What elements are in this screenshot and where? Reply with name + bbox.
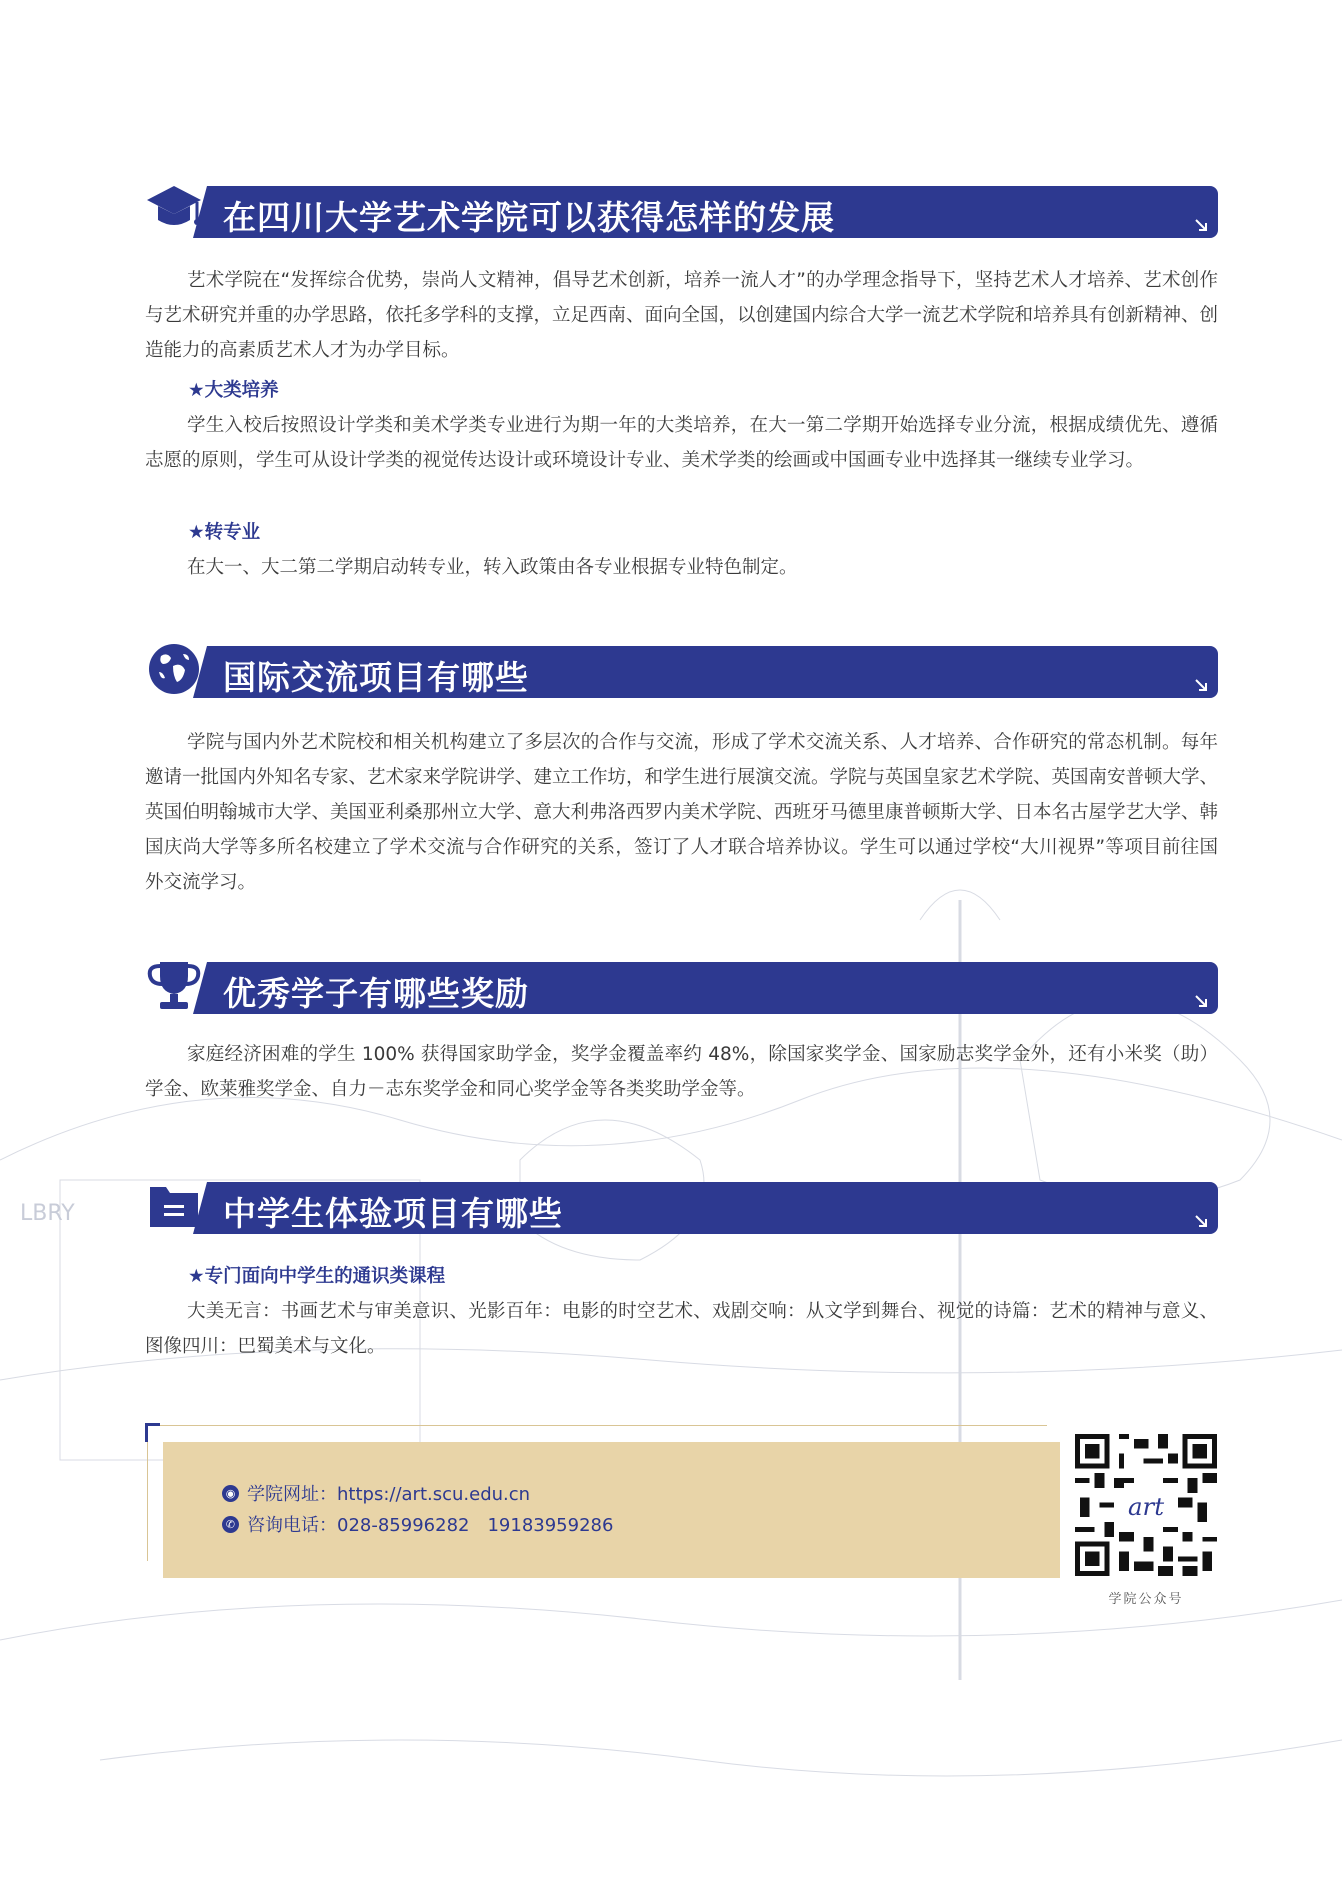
section-header-awards	[145, 958, 1218, 1014]
contact-box	[163, 1442, 1060, 1578]
exchange-text: 学院与国内外艺术院校和相关机构建立了多层次的合作与交流，形成了学术交流关系、人才培养、合作研究的常态机制。每年邀请一批国内外知名专家、艺术家来学院讲学、建立工作坊，和学生进行展演交流。学院与英国皇家艺术学院、英国南安普顿大学、英国伯明翰城市大学、美国亚利桑那州立大学、意大利弗洛西罗内美术学院、西班牙马德里康普顿斯大学、日本名古屋学艺大学、韩国庆尚大学等多所名校建立了学术交流与合作研究的关系，签订了人才联合培养协议。学生可以通过学校“大川视界”等项目前往国外交流学习。	[145, 732, 1219, 893]
transfer-heading: ★转专业	[188, 522, 261, 543]
contact-frame-line	[147, 1425, 1047, 1426]
qr-logo-text: art	[1127, 1491, 1165, 1521]
arrow-icon	[1194, 218, 1208, 232]
experience-text: 大美无言：书画艺术与审美意识、光影百年：电影的时空艺术、戏剧交响：从文学到舞台、视觉的诗篇：艺术的精神与意义、图像四川：巴蜀美术与文化。	[145, 1301, 1218, 1357]
arrow-icon	[1194, 994, 1208, 1008]
section-header-development	[145, 182, 1218, 238]
section-header-experience	[145, 1178, 1218, 1234]
globe-small-icon: ◉	[222, 1485, 239, 1502]
arrow-icon	[1194, 1214, 1208, 1228]
corner-mark	[145, 1423, 160, 1442]
contact-frame-line	[147, 1425, 148, 1561]
contact-website[interactable]	[222, 1480, 530, 1506]
graduation-cap-icon	[145, 178, 203, 240]
section-title: 优秀学子有哪些奖励	[223, 974, 529, 1013]
qr-code[interactable]	[1075, 1434, 1217, 1576]
trophy-icon	[145, 954, 203, 1016]
website-text[interactable]: 学院网址：https://art.scu.edu.cn	[247, 1484, 531, 1505]
section-title: 中学生体验项目有哪些	[223, 1194, 563, 1233]
arrow-icon	[1194, 678, 1208, 692]
section-title: 国际交流项目有哪些	[223, 658, 529, 697]
category-heading: ★大类培养	[188, 380, 279, 401]
globe-icon	[145, 638, 203, 700]
experience-heading: ★专门面向中学生的通识类课程	[188, 1266, 446, 1287]
phone-icon: ✆	[222, 1516, 239, 1533]
folder-icon	[145, 1174, 203, 1236]
development-intro: 艺术学院在“发挥综合优势，崇尚人文精神，倡导艺术创新，培养一流人才”的办学理念指导下，坚持艺术人才培养、艺术创作与艺术研究并重的办学思路，依托多学科的支撑，立足西南、面向全国，以创建国内综合大学一流艺术学院和培养具有创新精神、创造能力的高素质艺术人才为办学目标。	[145, 270, 1219, 361]
sketch-sign-text: LBRY	[20, 1201, 75, 1226]
section-title: 在四川大学艺术学院可以获得怎样的发展	[223, 198, 835, 237]
phone-text: 咨询电话：028-85996282 19183959286	[247, 1515, 614, 1536]
contact-phone	[222, 1511, 613, 1537]
category-text: 学生入校后按照设计学类和美术学类专业进行为期一年的大类培养，在大一第二学期开始选择专业分流，根据成绩优先、遵循志愿的原则，学生可从设计学类的视觉传达设计或环境设计专业、美术学类的绘画或中国画专业中选择其一继续专业学习。	[145, 415, 1218, 471]
awards-text: 家庭经济困难的学生 100% 获得国家助学金，奖学金覆盖率约 48%，除国家奖学金、国家励志奖学金外，还有小米奖（助）学金、欧莱雅奖学金、自力－志东奖学金和同心奖学金等各类奖助学金等。	[145, 1044, 1218, 1100]
transfer-text: 在大一、大二第二学期启动转专业，转入政策由各专业根据专业特色制定。	[187, 557, 798, 578]
section-header-exchange	[145, 642, 1218, 698]
qr-caption: 学院公众号	[1108, 1592, 1184, 1607]
